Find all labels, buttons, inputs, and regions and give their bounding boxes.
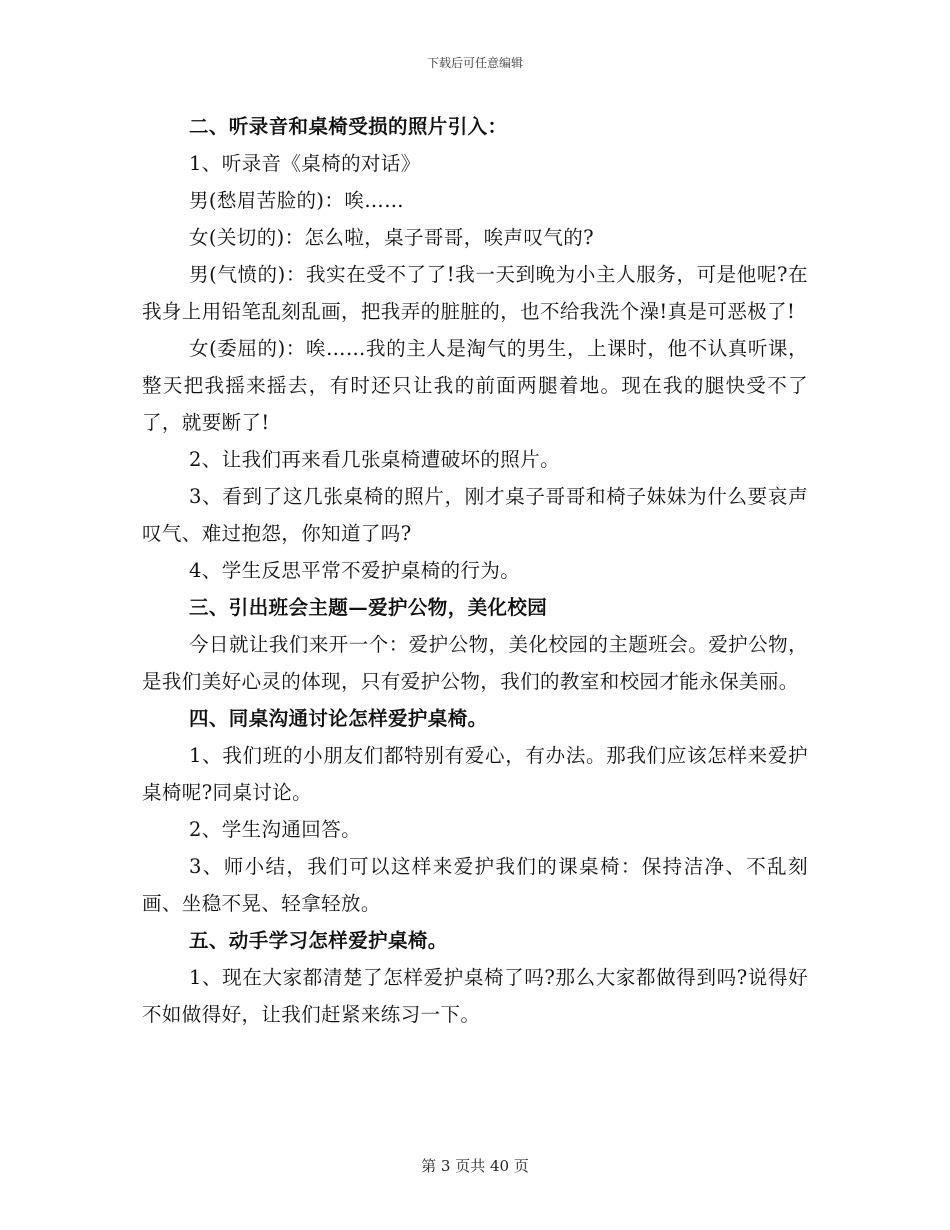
paragraph: 3、师小结，我们可以这样来爱护我们的课桌椅：保持洁净、不乱刻画、坐稳不晃、轻拿轻放。 <box>142 855 808 915</box>
document-body <box>142 108 808 1033</box>
paragraph: 2、学生沟通回答。 <box>189 818 362 841</box>
section-heading-4: 四、同桌沟通讨论怎样爱护桌椅。 <box>189 707 488 730</box>
paragraph: 3、看到了这几张桌椅的照片，刚才桌子哥哥和椅子妹妹为什么要哀声叹气、难过抱怨，你知道了吗? <box>142 485 808 545</box>
section-heading-2: 二、听录音和桌椅受损的照片引入： <box>189 115 508 138</box>
paragraph: 女(委屈的)：唉……我的主人是淘气的男生，上课时，他不认真听课，整天把我摇来摇去，有时还只让我的前面两腿着地。现在我的腿快受不了了，就要断了! <box>142 337 808 434</box>
paragraph: 男(愁眉苦脸的)：唉…… <box>189 189 405 212</box>
paragraph: 4、学生反思平常不爱护桌椅的行为。 <box>189 559 521 582</box>
paragraph: 1、我们班的小朋友们都特别有爱心，有办法。那我们应该怎样来爱护桌椅呢?同桌讨论。 <box>142 744 808 804</box>
page-number: 第 3 页共 40 页 <box>421 1157 529 1175</box>
paragraph: 1、现在大家都清楚了怎样爱护桌椅了吗?那么大家都做得到吗?说得好不如做得好，让我们赶紧来练习一下。 <box>142 966 808 1026</box>
paragraph: 1、听录音《桌椅的对话》 <box>189 152 421 175</box>
paragraph: 男(气愤的)：我实在受不了了!我一天到晚为小主人服务，可是他呢?在我身上用铅笔乱刻乱画，把我弄的脏脏的，也不给我洗个澡!真是可恶极了! <box>142 263 808 323</box>
section-heading-5: 五、动手学习怎样爱护桌椅。 <box>189 929 448 952</box>
paragraph: 2、让我们再来看几张桌椅遭破坏的照片。 <box>189 448 561 471</box>
paragraph: 女(关切的)：怎么啦，桌子哥哥，唉声叹气的? <box>189 226 594 249</box>
section-heading-3: 三、引出班会主题—爱护公物，美化校园 <box>189 596 548 619</box>
page-header: 下载后可任意编辑 <box>426 56 523 70</box>
paragraph: 今日就让我们来开一个：爱护公物，美化校园的主题班会。爱护公物，是我们美好心灵的体现，只有爱护公物，我们的教室和校园才能永保美丽。 <box>142 633 808 693</box>
